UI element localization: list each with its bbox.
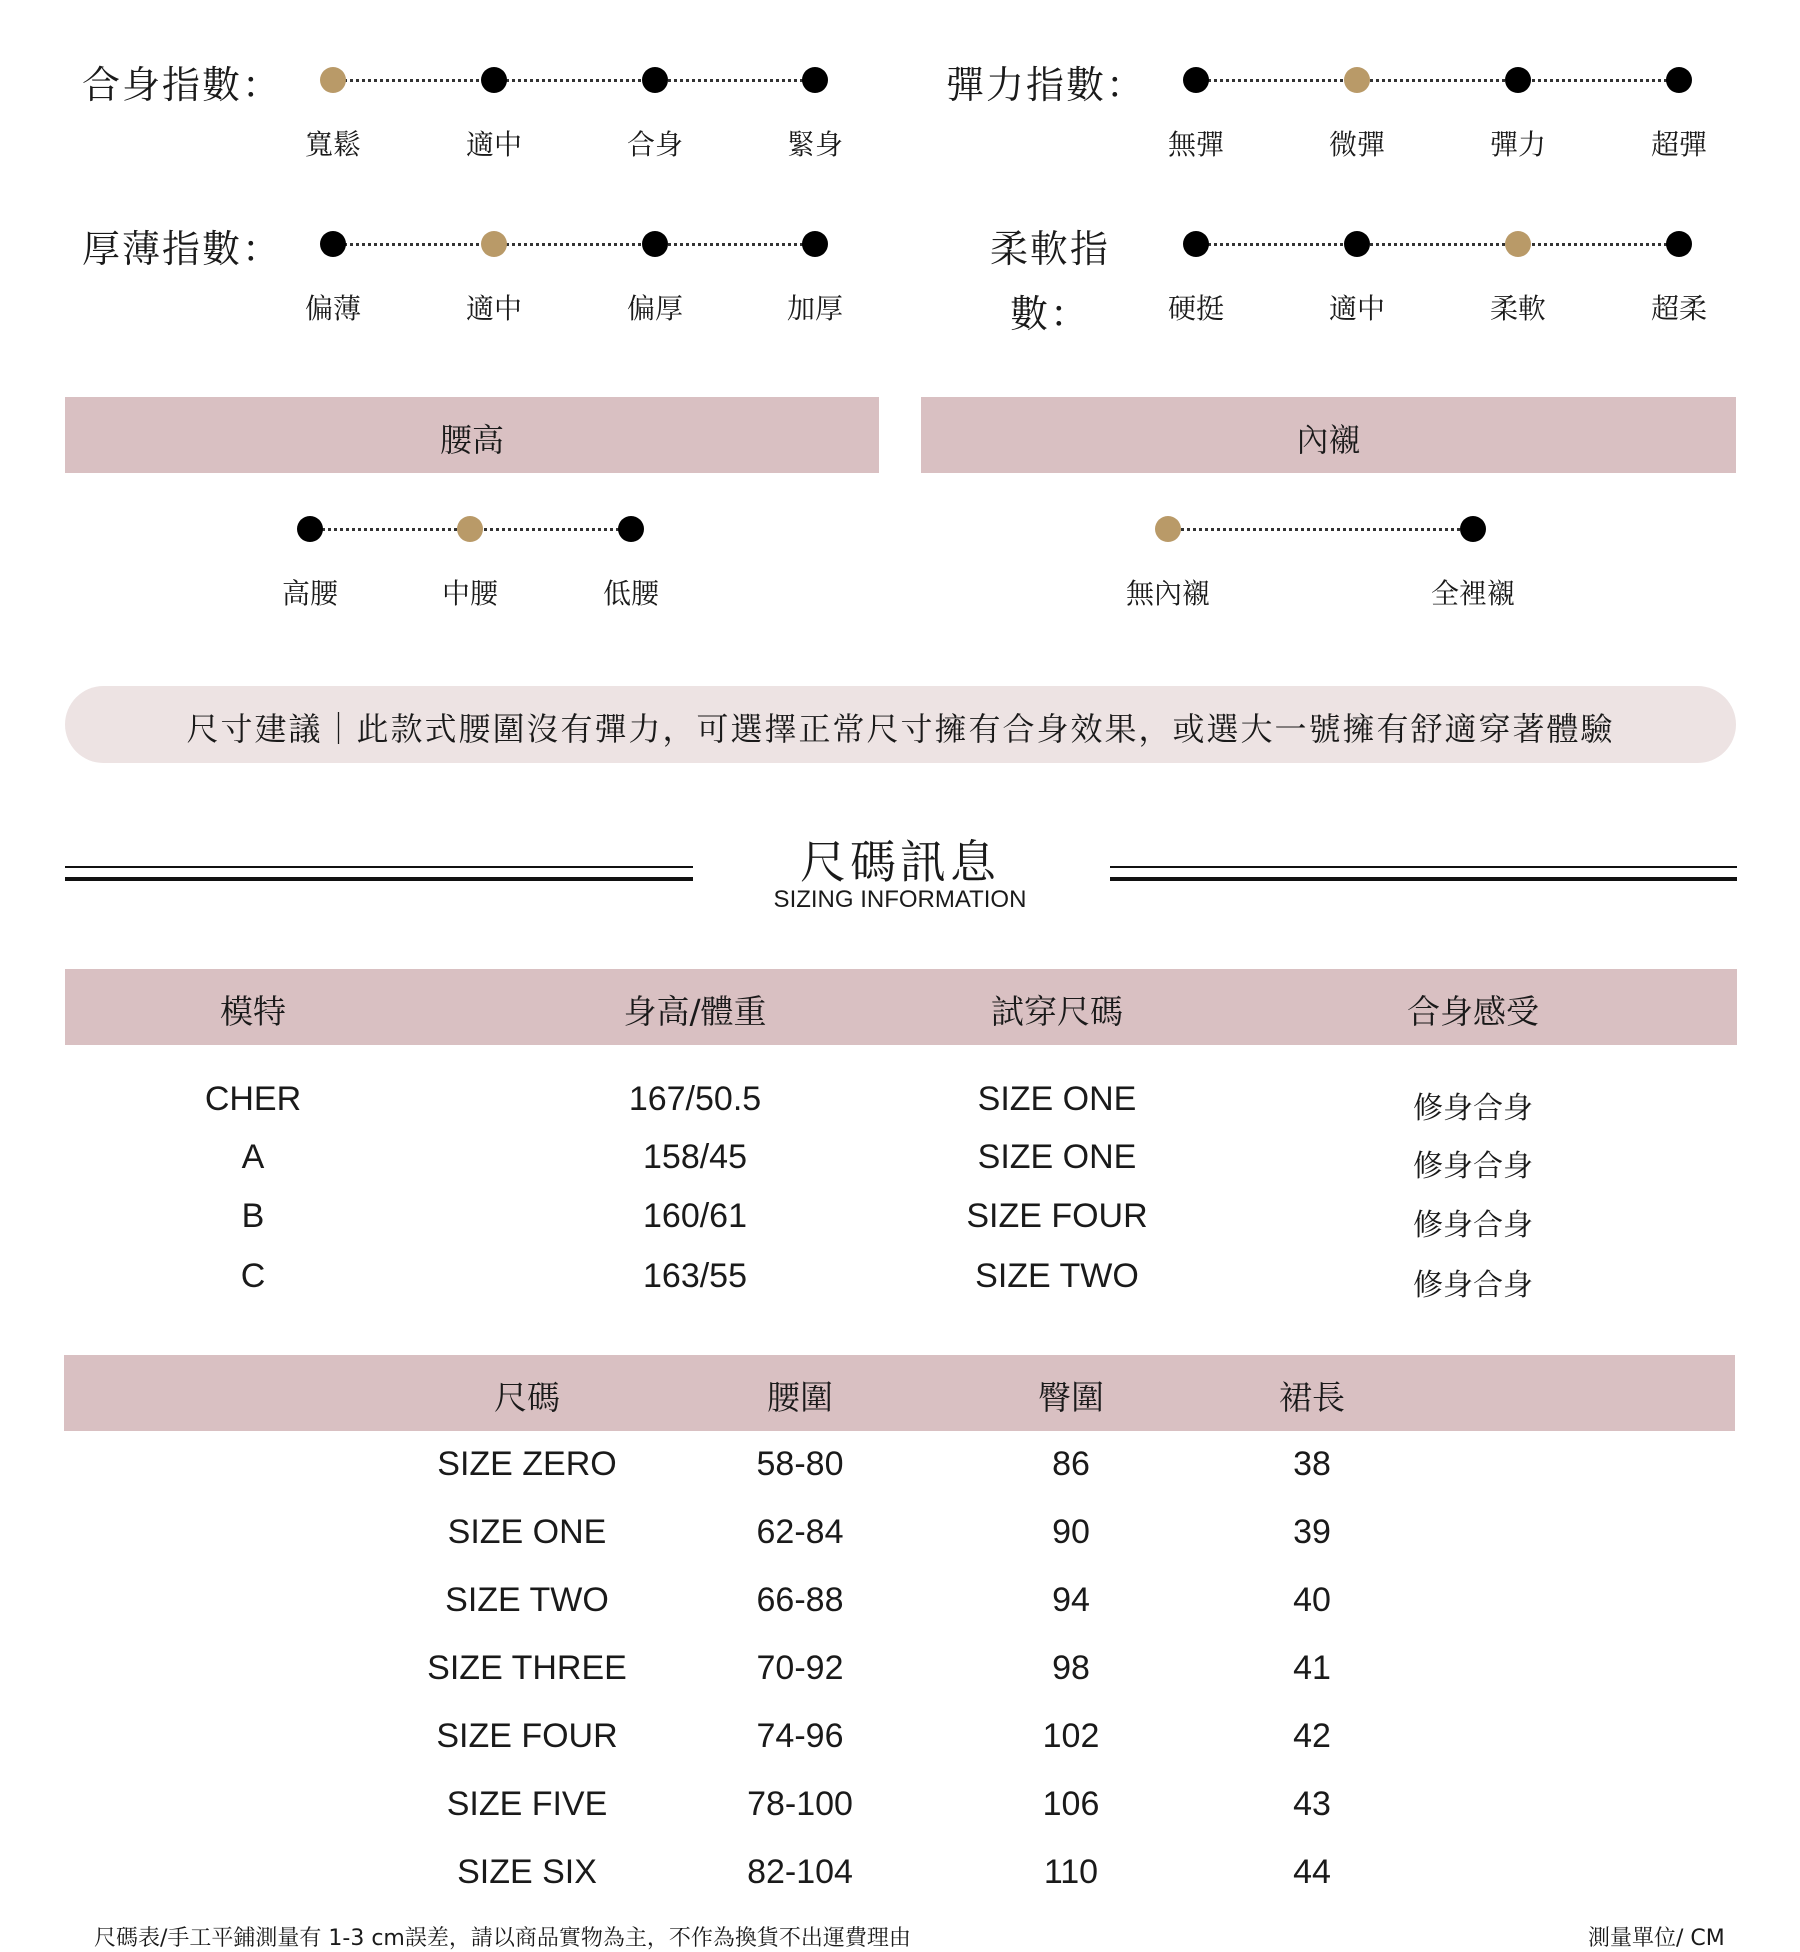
measurement-unit: 測量單位/ CM — [1588, 1926, 1725, 1951]
size-suggestion-text: 尺寸建議｜此款式腰圍沒有彈力，可選擇正常尺寸擁有合身效果，或選大一號擁有舒適穿著體驗 — [186, 710, 1615, 748]
models-table-header-cell: 試穿尺碼 — [991, 992, 1123, 1031]
section-subtitle: SIZING INFORMATION — [773, 886, 1027, 913]
softness-scale-label: 超柔 — [1650, 292, 1708, 325]
models-table-cell: 158/45 — [643, 1138, 747, 1176]
elasticity-scale-label: 無彈 — [1167, 128, 1225, 161]
size-table-cell: 66-88 — [756, 1581, 844, 1619]
size-table-cell: SIZE SIX — [457, 1853, 597, 1891]
fit-scale-label: 適中 — [465, 128, 523, 161]
models-table-cell: 修身合身 — [1413, 1268, 1533, 1303]
models-table-header-cell: 模特 — [220, 992, 286, 1031]
size-table-cell: SIZE ONE — [447, 1513, 607, 1551]
models-table-cell: C — [240, 1257, 266, 1295]
size-table-cell: 110 — [1043, 1853, 1099, 1891]
models-table-cell: SIZE ONE — [977, 1138, 1137, 1176]
size-table-cell: 41 — [1293, 1649, 1331, 1687]
softness-scale-label: 柔軟 — [1489, 292, 1547, 325]
elasticity-scale-label: 超彈 — [1650, 128, 1708, 161]
models-table-cell: A — [241, 1138, 265, 1176]
size-table-cell: 74-96 — [756, 1717, 844, 1755]
size-table-cell: 102 — [1042, 1717, 1100, 1755]
elasticity-scale-label: 微彈 — [1328, 128, 1386, 161]
lining-header: 內襯 — [1296, 421, 1361, 459]
models-table-cell: 修身合身 — [1413, 1149, 1533, 1184]
models-table-header-cell: 合身感受 — [1407, 992, 1539, 1031]
waist-scale-label: 高腰 — [281, 577, 339, 610]
footer-note: 尺碼表/手工平鋪測量有 1-3 cm誤差，請以商品實物為主，不作為換貨不出運費理由 — [94, 1926, 911, 1951]
fit-scale-label: 合身 — [626, 128, 684, 161]
softness-scale-label: 適中 — [1328, 292, 1386, 325]
lining-scale-label: 無內襯 — [1125, 577, 1211, 610]
thickness-scale-label: 偏薄 — [304, 292, 362, 325]
size-table-cell: 40 — [1293, 1581, 1331, 1619]
size-table-header-cell: 腰圍 — [767, 1378, 833, 1417]
thickness-scale-label: 加厚 — [786, 292, 844, 325]
fit-scale-label: 寬鬆 — [304, 128, 362, 161]
models-table-cell: SIZE TWO — [975, 1257, 1139, 1295]
size-table-cell: 82-104 — [747, 1853, 853, 1891]
size-table-cell: 98 — [1052, 1649, 1090, 1687]
softness-scale-label: 硬挺 — [1167, 292, 1225, 325]
fit-scale-label: 緊身 — [786, 128, 844, 161]
softness-index-title: 柔軟指 — [990, 227, 1111, 271]
fit-index-title: 合身指數： — [82, 63, 283, 107]
size-table-cell: 38 — [1293, 1445, 1331, 1483]
size-table-cell: 43 — [1293, 1785, 1331, 1823]
size-table-cell: 70-92 — [756, 1649, 844, 1687]
softness-index-title-line2: 數： — [1010, 292, 1091, 336]
models-table-cell: CHER — [204, 1080, 302, 1118]
size-table-cell: SIZE FIVE — [446, 1785, 608, 1823]
size-table-cell: 106 — [1042, 1785, 1100, 1823]
elasticity-index-title: 彈力指數： — [946, 63, 1147, 107]
lining-scale-label: 全裡襯 — [1430, 577, 1516, 610]
size-table-cell: 90 — [1052, 1513, 1090, 1551]
size-table-cell: 78-100 — [747, 1785, 853, 1823]
size-table-cell: 58-80 — [756, 1445, 844, 1483]
size-table-cell: SIZE THREE — [427, 1649, 627, 1687]
size-table-cell: SIZE ZERO — [437, 1445, 617, 1483]
thickness-scale-label: 偏厚 — [626, 292, 684, 325]
models-table-header-cell: 身高/體重 — [623, 992, 767, 1031]
size-table-cell: 62-84 — [756, 1513, 844, 1551]
size-table-cell: SIZE FOUR — [436, 1717, 618, 1755]
models-table-cell: 167/50.5 — [628, 1080, 762, 1118]
models-table-cell: 160/61 — [643, 1197, 747, 1235]
thickness-index-title: 厚薄指數： — [82, 227, 283, 271]
thickness-scale-label: 適中 — [465, 292, 523, 325]
waist-scale-label: 低腰 — [602, 577, 660, 610]
size-table-header-cell: 尺碼 — [494, 1378, 560, 1417]
waist-height-header: 腰高 — [439, 421, 504, 459]
size-table-cell: 39 — [1293, 1513, 1331, 1551]
models-table-cell: 修身合身 — [1413, 1091, 1533, 1126]
size-table-cell: 42 — [1293, 1717, 1331, 1755]
size-table-header-cell: 臀圍 — [1038, 1378, 1104, 1417]
section-title: 尺碼訊息 — [800, 835, 1000, 889]
models-table-cell: SIZE ONE — [977, 1080, 1137, 1118]
models-table-cell: B — [241, 1197, 265, 1235]
size-table-cell: 94 — [1052, 1581, 1090, 1619]
models-table-cell: SIZE FOUR — [966, 1197, 1148, 1235]
models-table-cell: 修身合身 — [1413, 1208, 1533, 1243]
size-table-cell: SIZE TWO — [445, 1581, 609, 1619]
models-table-cell: 163/55 — [643, 1257, 747, 1295]
elasticity-scale-label: 彈力 — [1489, 128, 1547, 161]
waist-scale-label: 中腰 — [441, 577, 499, 610]
size-table-header-cell: 裙長 — [1279, 1378, 1345, 1417]
size-table-cell: 86 — [1052, 1445, 1090, 1483]
size-table-cell: 44 — [1293, 1853, 1331, 1891]
